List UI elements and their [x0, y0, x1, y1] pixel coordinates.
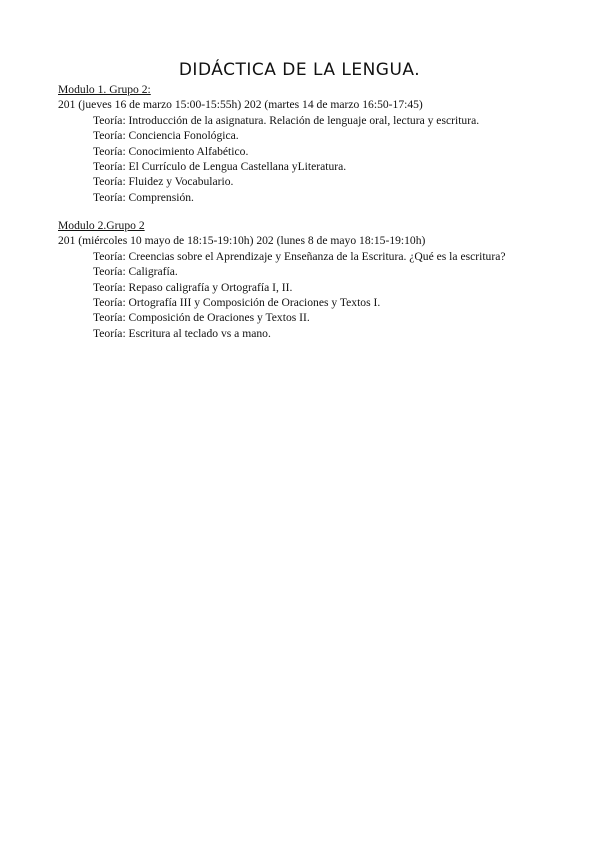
module-1-topic-5: Teoría: Fluidez y Vocabulario. [93, 175, 234, 189]
module-2-topic-4: Teoría: Ortografía III y Composición de Oraciones y Textos I. [93, 296, 381, 310]
module-1-topic-2: Teoría: Conciencia Fonológica. [93, 129, 239, 143]
module-1-topic-3: Teoría: Conocimiento Alfabético. [93, 144, 249, 158]
module-1-heading: Modulo 1. Grupo 2: [58, 83, 151, 96]
module-2-heading: Modulo 2.Grupo 2 [58, 219, 145, 232]
module-1-topic-list [58, 113, 578, 205]
module-2-topic-3: Teoría: Repaso caligrafía y Ortografía I, II. [93, 280, 293, 294]
module-1-schedule: 201 (jueves 16 de marzo 15:00-15:55h) 202 (martes 14 de marzo 16:50-17:45) [58, 98, 423, 112]
module-2-topic-list [58, 249, 578, 341]
module-1-topic-1: Teoría: Introducción de la asignatura. Relación de lenguaje oral, lectura y escritura. [93, 113, 480, 127]
module-2-section [58, 218, 578, 341]
module-2-schedule: 201 (miércoles 10 mayo de 18:15-19:10h) 202 (lunes 8 de mayo 18:15-19:10h) [58, 234, 426, 248]
module-2-topic-1: Teoría: Creencias sobre el Aprendizaje y Enseñanza de la Escritura. ¿Qué es la escritura? [93, 249, 506, 263]
document-title: DIDÁCTICA DE LA LENGUA. [178, 60, 421, 80]
module-1-topic-6: Teoría: Comprensión. [93, 190, 194, 204]
module-2-topic-6: Teoría: Escritura al teclado vs a mano. [93, 326, 271, 340]
module-2-topic-2: Teoría: Caligrafía. [93, 265, 178, 279]
module-1-section [58, 82, 578, 205]
module-2-topic-5: Teoría: Composición de Oraciones y Textos II. [93, 311, 310, 325]
module-1-topic-4: Teoría: El Currículo de Lengua Castellana yLiteratura. [93, 160, 347, 174]
